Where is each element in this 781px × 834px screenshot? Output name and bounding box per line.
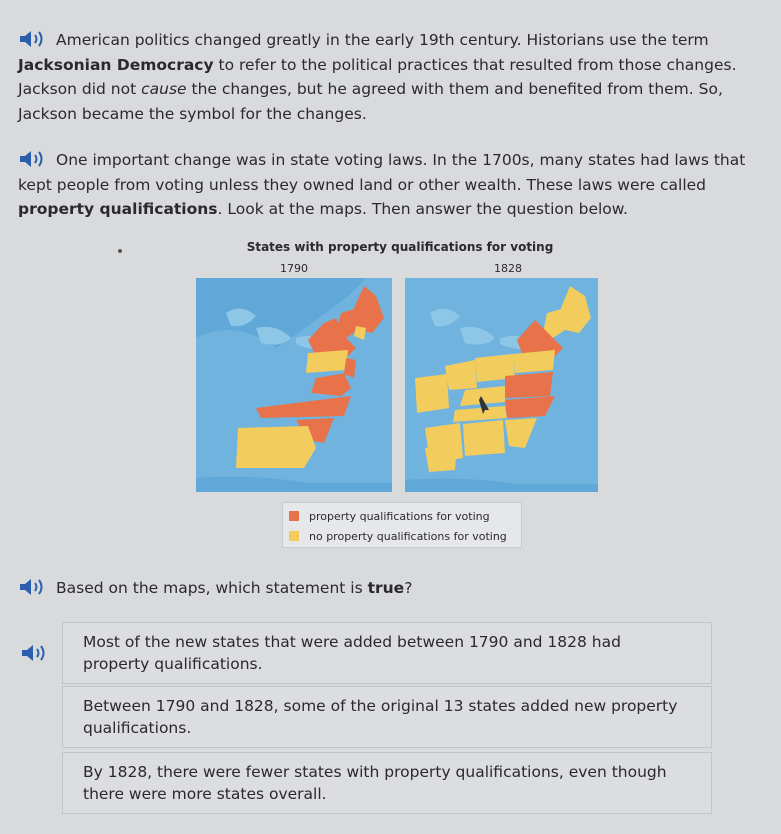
answer-option-text: Most of the new states that were added between 1790 and 1828 had property qualifications. bbox=[83, 633, 621, 673]
legend-label-not-qualified: no property qualifications for voting bbox=[309, 529, 507, 543]
speaker-icon[interactable] bbox=[18, 150, 48, 168]
speaker-icon[interactable] bbox=[20, 644, 50, 662]
state-not-qualified bbox=[306, 350, 348, 373]
speaker-icon[interactable] bbox=[18, 30, 48, 48]
voting-laws-paragraph: One important change was in state voting laws. In the 1700s, many states had laws that kept people from voting unless they owned land or other wealth. These laws were called property qualifications. Look at the maps. Then answer the question below. bbox=[18, 151, 746, 218]
legend-swatch-qualified bbox=[289, 511, 299, 521]
answer-option-text: By 1828, there were fewer states with property qualifications, even though there were more states overall. bbox=[83, 763, 667, 803]
map-legend bbox=[282, 502, 522, 548]
speaker-icon[interactable] bbox=[18, 578, 48, 596]
map-1790 bbox=[196, 278, 392, 492]
state-not-qualified bbox=[513, 350, 555, 373]
map-1828 bbox=[405, 278, 598, 492]
term-property-qualifications: property qualifications bbox=[18, 200, 218, 218]
answer-option-2[interactable] bbox=[62, 686, 712, 748]
intro-paragraph: American politics changed greatly in the early 19th century. Historians use the term Jacksonian Democracy to refer to the political practices that resulted from those changes. Jackson did not cause the changes, but he agreed with them and benefited from them. So, Jackson became the symbol for the changes. bbox=[18, 31, 737, 123]
question-prompt: Based on the maps, which statement is true? bbox=[18, 578, 412, 597]
state-not-qualified bbox=[463, 420, 505, 456]
state-not-qualified bbox=[415, 374, 449, 413]
state-qualified bbox=[505, 372, 553, 398]
legend-swatch-not-qualified bbox=[289, 531, 299, 541]
map-year-1790: 1790 bbox=[280, 262, 308, 275]
answer-option-text: Between 1790 and 1828, some of the original 13 states added new property qualifications. bbox=[83, 697, 678, 737]
answer-option-1[interactable] bbox=[62, 622, 712, 684]
state-not-qualified bbox=[236, 426, 316, 468]
map-year-1828: 1828 bbox=[494, 262, 522, 275]
state-not-qualified bbox=[425, 444, 457, 472]
paragraph-text: American politics changed greatly in the early 19th century. Historians use the term bbox=[56, 31, 709, 49]
bullet-dot bbox=[118, 249, 122, 253]
legend-label-qualified: property qualifications for voting bbox=[309, 509, 490, 523]
answer-option-3[interactable] bbox=[62, 752, 712, 814]
map-figure-title: States with property qualifications for voting bbox=[246, 240, 554, 254]
term-jacksonian-democracy: Jacksonian Democracy bbox=[18, 55, 214, 74]
